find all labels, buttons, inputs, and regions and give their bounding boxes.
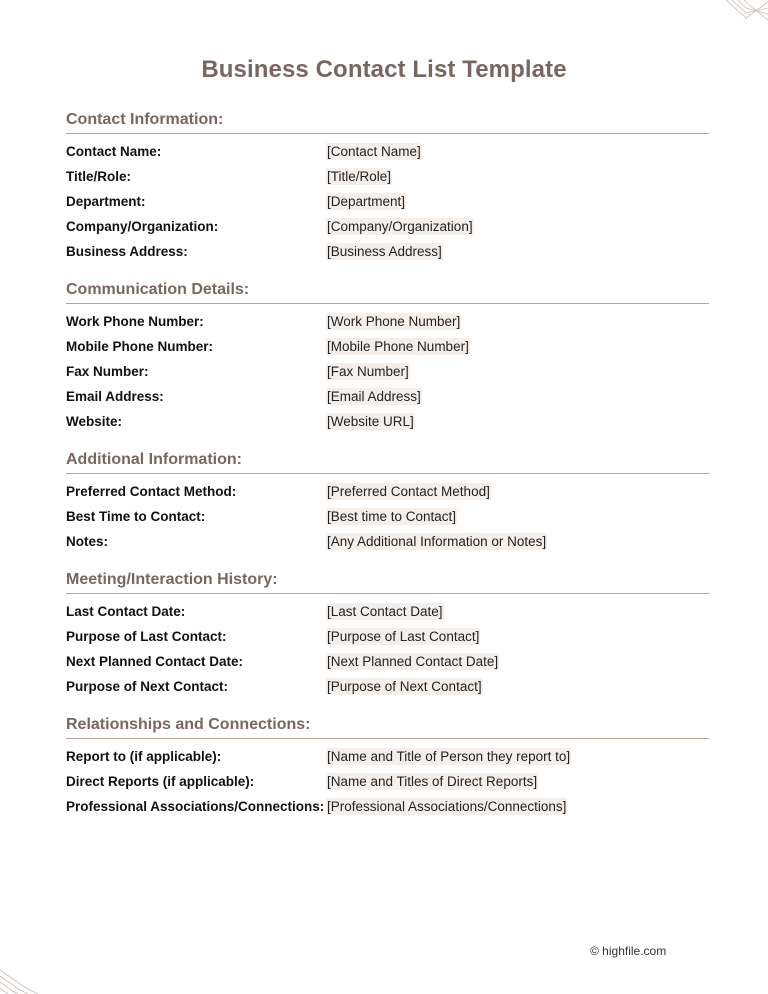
field-label: Next Planned Contact Date: [66, 654, 244, 669]
field-row [66, 139, 709, 164]
field-value-placeholder[interactable]: [Business Address] [327, 243, 442, 259]
section [66, 570, 709, 699]
field-value-placeholder[interactable]: [Purpose of Last Contact] [327, 628, 480, 644]
field-label: Email Address: [66, 389, 164, 404]
field-label: Mobile Phone Number: [66, 339, 214, 354]
field-row [66, 409, 709, 434]
field-row [66, 624, 709, 649]
field-value-placeholder[interactable]: [Next Planned Contact Date] [327, 653, 499, 669]
field-row [66, 334, 709, 359]
field-value-placeholder[interactable]: [Best time to Contact] [327, 508, 457, 524]
field-row [66, 309, 709, 334]
field-row [66, 359, 709, 384]
corner-ornament-icon [724, 0, 768, 26]
field-value-placeholder[interactable]: [Email Address] [327, 388, 421, 404]
field-value-placeholder[interactable]: [Title/Role] [327, 168, 392, 184]
field-label: Best Time to Contact: [66, 509, 206, 524]
corner-ornament-icon [0, 964, 44, 994]
field-row [66, 649, 709, 674]
field-label: Preferred Contact Method: [66, 484, 237, 499]
field-row [66, 674, 709, 699]
section-heading: Meeting/Interaction History: [66, 570, 709, 594]
section [66, 110, 709, 264]
footer-copyright: © highfile.com [590, 944, 667, 958]
field-value-placeholder[interactable]: [Mobile Phone Number] [327, 338, 469, 354]
field-value-placeholder[interactable]: [Preferred Contact Method] [327, 483, 490, 499]
field-value-placeholder[interactable]: [Work Phone Number] [327, 313, 461, 329]
field-row [66, 164, 709, 189]
field-value-placeholder[interactable]: [Name and Title of Person they report to] [327, 748, 571, 764]
field-label: Title/Role: [66, 169, 132, 184]
field-value-placeholder[interactable]: [Website URL] [327, 413, 414, 429]
field-value-placeholder[interactable]: [Company/Organization] [327, 218, 473, 234]
section [66, 715, 709, 819]
field-label: Report to (if applicable): [66, 749, 222, 764]
field-row [66, 744, 709, 769]
field-value-placeholder[interactable]: [Department] [327, 193, 406, 209]
field-label: Purpose of Next Contact: [66, 679, 229, 694]
field-row [66, 479, 709, 504]
section-heading: Communication Details: [66, 280, 709, 304]
field-label: Fax Number: [66, 364, 149, 379]
section-heading: Contact Information: [66, 110, 709, 134]
section-heading: Additional Information: [66, 450, 709, 474]
field-label: Department: [66, 194, 146, 209]
field-row [66, 189, 709, 214]
field-label: Company/Organization: [66, 219, 219, 234]
field-row [66, 769, 709, 794]
field-label: Business Address: [66, 244, 188, 259]
field-row [66, 504, 709, 529]
field-value-placeholder[interactable]: [Name and Titles of Direct Reports] [327, 773, 538, 789]
section [66, 280, 709, 434]
section-heading: Relationships and Connections: [66, 715, 709, 739]
field-label: Notes: [66, 534, 109, 549]
field-label: Website: [66, 414, 123, 429]
field-row [66, 529, 709, 554]
field-value-placeholder[interactable]: [Professional Associations/Connections] [327, 798, 567, 814]
field-row [66, 214, 709, 239]
field-row [66, 599, 709, 624]
field-label: Last Contact Date: [66, 604, 186, 619]
field-row [66, 239, 709, 264]
field-value-placeholder[interactable]: [Contact Name] [327, 143, 421, 159]
section [66, 450, 709, 554]
field-row [66, 794, 709, 819]
form-sections [66, 110, 709, 835]
field-label: Direct Reports (if applicable): [66, 774, 255, 789]
field-label: Professional Associations/Connections: [66, 799, 325, 814]
field-value-placeholder[interactable]: [Last Contact Date] [327, 603, 443, 619]
field-label: Work Phone Number: [66, 314, 204, 329]
field-value-placeholder[interactable]: [Fax Number] [327, 363, 409, 379]
field-value-placeholder[interactable]: [Purpose of Next Contact] [327, 678, 482, 694]
page-title: Business Contact List Template [201, 56, 567, 83]
field-label: Purpose of Last Contact: [66, 629, 227, 644]
field-row [66, 384, 709, 409]
field-value-placeholder[interactable]: [Any Additional Information or Notes] [327, 533, 547, 549]
field-label: Contact Name: [66, 144, 162, 159]
